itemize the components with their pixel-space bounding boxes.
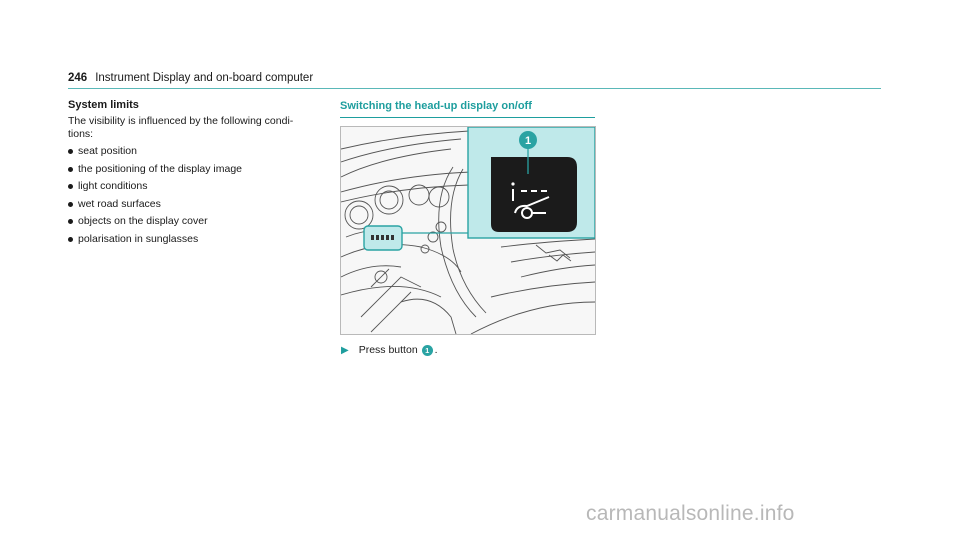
step-suffix: . [434,344,438,356]
list-item: the positioning of the display image [68,163,328,176]
step-arrow-icon: ▶ [341,344,349,356]
page-number: 246 [68,72,88,84]
instruction-step [341,344,438,356]
dashboard-line-drawing [341,127,595,334]
switching-section [340,100,595,118]
list-item: light conditions [68,180,328,193]
dashboard-illustration [340,126,596,335]
header-rule [68,88,881,89]
list-item: wet road surfaces [68,198,328,211]
system-limits-intro: The visibility is influenced by the following condi- tions: [68,115,294,140]
system-limits-section [68,99,328,250]
system-limits-list [68,145,328,246]
callout-number: 1 [524,135,532,147]
step-badge: 1 [422,345,433,356]
chapter-title: Instrument Display and on-board computer [95,72,314,84]
switching-title: Switching the head-up display on/off [340,100,595,118]
list-item: polarisation in sunglasses [68,233,328,246]
step-text: Press button [358,344,418,356]
system-limits-title: System limits [68,99,139,111]
list-item: seat position [68,145,328,158]
list-item: objects on the display cover [68,215,328,228]
head-up-display-button [491,157,577,232]
watermark: carmanualsonline.info [586,502,795,525]
page-header [68,72,313,84]
